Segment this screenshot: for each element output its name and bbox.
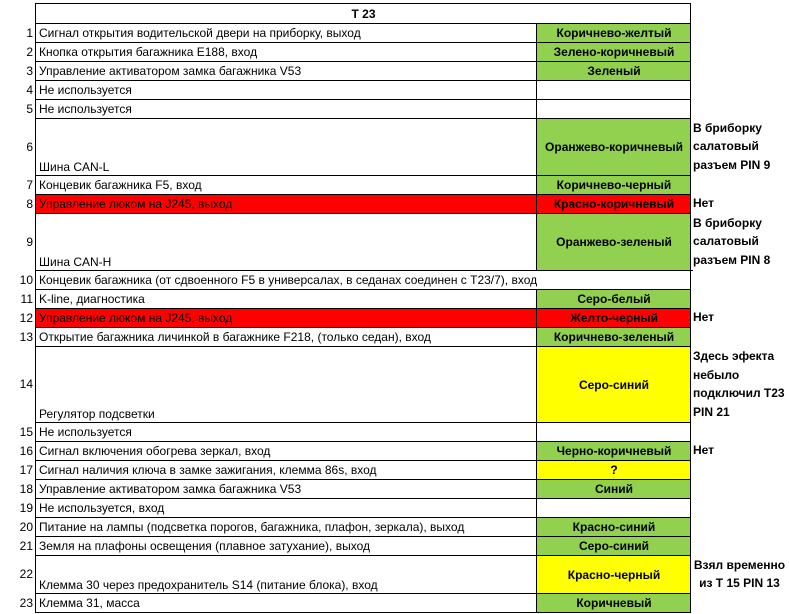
pin-description: Управление люком на J245, выход xyxy=(35,308,537,327)
pin-description: Клемма 31, масса xyxy=(35,593,537,612)
pin-number: 20 xyxy=(19,519,33,534)
pin-number: 8 xyxy=(26,196,33,211)
pin-number: 10 xyxy=(19,272,33,287)
wire-color: Желто-черный xyxy=(536,308,691,327)
pin-number: 22 xyxy=(19,567,33,581)
pin-number: 16 xyxy=(19,443,33,458)
pin-description: Не используется xyxy=(35,99,537,118)
pin-description: Питание на лампы (подсветка порогов, багажника, плафон, зеркала), выход xyxy=(35,517,537,536)
pin-note xyxy=(690,270,789,289)
pin-description: Концевик багажника F5, вход xyxy=(35,175,537,194)
pin-description: Клемма 30 через предохранитель S14 (питание блока), вход xyxy=(35,555,537,593)
table-right-border xyxy=(690,3,691,612)
wire-color: Красно-коричневый xyxy=(536,194,691,213)
pin-note xyxy=(690,479,789,498)
pin-number: 3 xyxy=(26,63,33,78)
pin-description: Не используется, вход xyxy=(35,498,537,517)
pin-description: Не используется xyxy=(35,422,537,441)
pin-number: 4 xyxy=(26,82,33,97)
pin-note: Здесь эфекта небыло подключил T23 PIN 21 xyxy=(693,349,785,419)
wire-color: Оранжево-коричневый xyxy=(536,118,691,175)
pin-number: 18 xyxy=(19,481,33,496)
pin-description: Не используется xyxy=(35,80,537,99)
pin-number: 2 xyxy=(26,44,33,59)
wire-color: Коричнево-черный xyxy=(536,175,691,194)
pin-number: 23 xyxy=(19,595,33,610)
pin-note: Нет xyxy=(693,443,715,458)
pin-description: K-line, диагностика xyxy=(35,289,537,308)
wire-color: Коричнево-зеленый xyxy=(536,327,691,346)
pin-note: Взял временно из T 15 PIN 13 xyxy=(693,557,786,590)
wire-color xyxy=(536,498,691,517)
pin-note xyxy=(690,517,789,536)
pin-number: 21 xyxy=(19,538,33,553)
wire-color: Оранжево-зеленый xyxy=(536,213,691,270)
pin-description: Шина CAN-L xyxy=(35,118,537,175)
wire-color: Красно-синий xyxy=(536,517,691,536)
pin-note xyxy=(690,80,789,99)
pin-note xyxy=(690,327,789,346)
wire-color xyxy=(536,80,691,99)
pin-note: В бриборку салатовый разъем PIN 9 xyxy=(693,120,771,172)
wire-color xyxy=(536,422,691,441)
wire-color: ? xyxy=(536,460,691,479)
pin-number: 15 xyxy=(19,424,33,439)
pin-note xyxy=(690,460,789,479)
pin-note xyxy=(690,536,789,555)
pin-note: В бриборку салатовый разъем PIN 8 xyxy=(693,215,771,267)
pin-note xyxy=(690,42,789,61)
pin-description: Управление люком на J245, выход xyxy=(35,194,537,213)
pin-description: Земля на плафоны освещения (плавное затухание), выход xyxy=(35,536,537,555)
wire-color: Коричнево-желтый xyxy=(536,23,691,42)
pin-description: Управление активатором замка багажника V53 xyxy=(35,479,537,498)
wire-color: Зелено-коричневый xyxy=(536,42,691,61)
wire-color: Серо-белый xyxy=(536,289,691,308)
wire-color: Коричневый xyxy=(536,593,691,612)
pin-description: Открытие багажника личинкой в багажнике F218, (только седан), вход xyxy=(35,327,537,346)
pin-number: 19 xyxy=(19,500,33,515)
pin-number: 6 xyxy=(26,139,33,154)
pin-number: 7 xyxy=(26,177,33,192)
pin-number: 12 xyxy=(19,310,33,325)
table-title: T 23 xyxy=(35,3,691,23)
pin-description: Сигнал включения обогрева зеркал, вход xyxy=(35,441,537,460)
wire-color: Серо-синий xyxy=(536,346,691,422)
table-bottom-border xyxy=(35,612,691,613)
wire-color: Красно-черный xyxy=(536,555,691,593)
pin-note xyxy=(690,593,789,612)
pin-description: Кнопка открытия багажника E188, вход xyxy=(35,42,537,61)
pin-note: Нет xyxy=(693,196,715,211)
pin-description: Сигнал наличия ключа в замке зажигания, клемма 86s, вход xyxy=(35,460,537,479)
pin-description: Регулятор подсветки xyxy=(35,346,537,422)
wire-color xyxy=(536,99,691,118)
pin-number: 9 xyxy=(26,234,33,249)
pin-note xyxy=(690,61,789,80)
wire-color: Синий xyxy=(536,479,691,498)
wire-color: Серо-синий xyxy=(536,536,691,555)
pin-note xyxy=(690,99,789,118)
pin-number: 11 xyxy=(20,291,33,306)
wire-color: Черно-коричневый xyxy=(536,441,691,460)
pin-note xyxy=(690,23,789,42)
pin-number: 13 xyxy=(19,329,33,344)
wire-color: Зеленый xyxy=(536,61,691,80)
pin-description: Сигнал открытия водительской двери на приборку, выход xyxy=(35,23,537,42)
pin-note xyxy=(690,422,789,441)
pin-number: 1 xyxy=(26,25,33,40)
pin-note xyxy=(690,498,789,517)
pin-number: 17 xyxy=(19,462,33,477)
pin-description: Управление активатором замка багажника V53 xyxy=(35,61,537,80)
pin-note xyxy=(690,175,789,194)
pin-note xyxy=(690,289,789,308)
pin-note: Нет xyxy=(693,310,715,325)
pin-description: Концевик багажника (от сдвоенного F5 в универсалах, в седанах соединен с T23/7), вход xyxy=(35,270,693,289)
pin-description: Шина CAN-H xyxy=(35,213,537,270)
pin-number: 5 xyxy=(26,101,33,116)
pin-number: 14 xyxy=(19,377,33,391)
